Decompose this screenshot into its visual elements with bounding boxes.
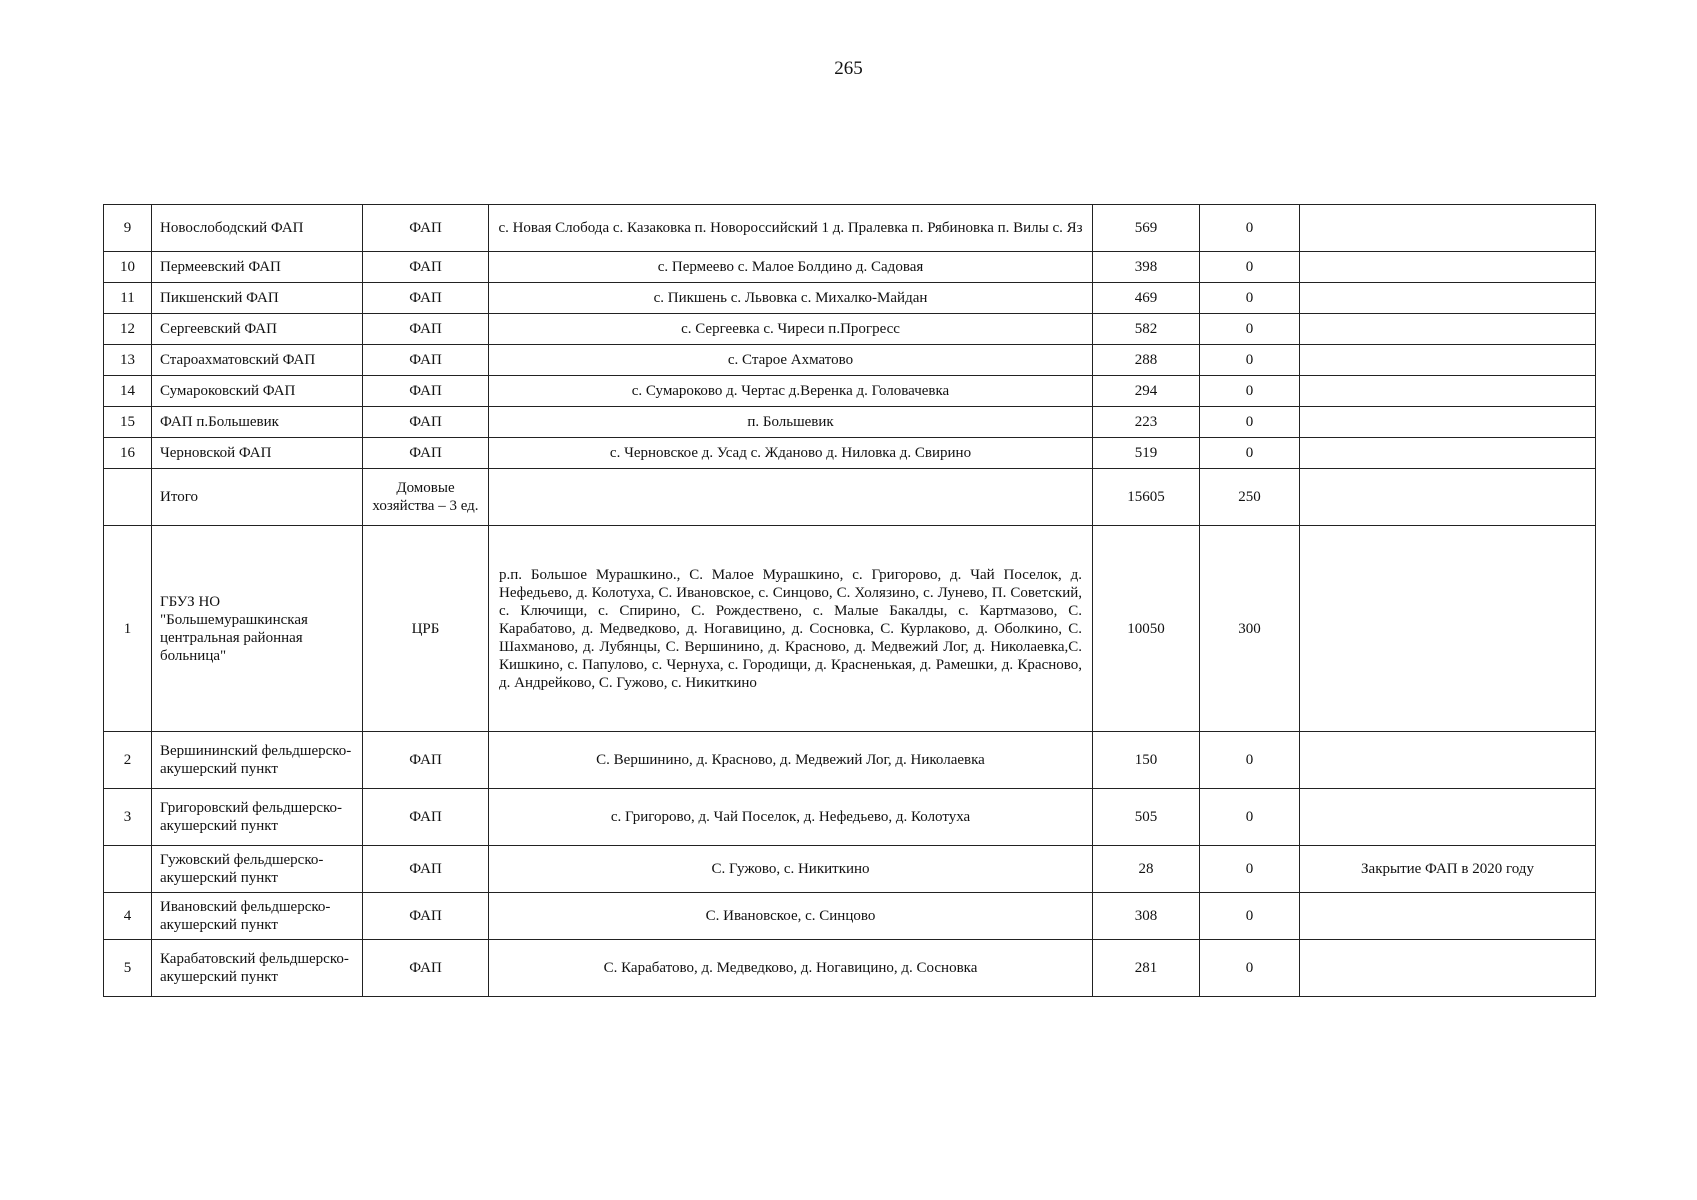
facility-name: Вершининский фельдшерско-акушерский пункт — [152, 732, 363, 789]
facility-type: ФАП — [363, 314, 489, 345]
table-row — [104, 205, 1596, 252]
service-area: с. Сергеевка с. Чиреси п.Прогресс — [489, 314, 1093, 345]
facility-name: Итого — [152, 469, 363, 526]
population: 10050 — [1093, 526, 1200, 732]
service-area: с. Пикшень с. Львовка с. Михалко-Майдан — [489, 283, 1093, 314]
table-row — [104, 789, 1596, 846]
households: 0 — [1200, 314, 1300, 345]
note — [1300, 526, 1596, 732]
row-number: 15 — [104, 407, 152, 438]
note — [1300, 283, 1596, 314]
note: Закрытие ФАП в 2020 году — [1300, 846, 1596, 893]
population: 28 — [1093, 846, 1200, 893]
service-area — [489, 469, 1093, 526]
facility-name: Сергеевский ФАП — [152, 314, 363, 345]
population: 398 — [1093, 252, 1200, 283]
note — [1300, 314, 1596, 345]
row-number: 14 — [104, 376, 152, 407]
facility-name: Черновской ФАП — [152, 438, 363, 469]
households: 0 — [1200, 407, 1300, 438]
facility-type: ФАП — [363, 376, 489, 407]
facility-name: Староахматовский ФАП — [152, 345, 363, 376]
facility-type: Домовые хозяйства – 3 ед. — [363, 469, 489, 526]
population: 150 — [1093, 732, 1200, 789]
facility-name: ФАП п.Большевик — [152, 407, 363, 438]
households: 300 — [1200, 526, 1300, 732]
row-number: 5 — [104, 940, 152, 997]
facility-type: ФАП — [363, 732, 489, 789]
row-number: 11 — [104, 283, 152, 314]
table-row — [104, 376, 1596, 407]
households: 250 — [1200, 469, 1300, 526]
facility-type: ФАП — [363, 438, 489, 469]
service-area: С. Гужово, с. Никиткино — [489, 846, 1093, 893]
service-area: с. Григорово, д. Чай Поселок, д. Нефедьево, д. Колотуха — [489, 789, 1093, 846]
note — [1300, 893, 1596, 940]
facility-name: Карабатовский фельдшерско-акушерский пункт — [152, 940, 363, 997]
households: 0 — [1200, 846, 1300, 893]
note — [1300, 345, 1596, 376]
population: 223 — [1093, 407, 1200, 438]
table-row — [104, 314, 1596, 345]
population: 519 — [1093, 438, 1200, 469]
row-number: 1 — [104, 526, 152, 732]
page-number: 265 — [834, 58, 863, 79]
facility-type: ЦРБ — [363, 526, 489, 732]
table-row — [104, 407, 1596, 438]
facility-name: Новослободский ФАП — [152, 205, 363, 252]
table-row — [104, 846, 1596, 893]
table-row-total — [104, 469, 1596, 526]
note — [1300, 469, 1596, 526]
facility-name: Григоровский фельдшерско-акушерский пункт — [152, 789, 363, 846]
population: 582 — [1093, 314, 1200, 345]
row-number: 16 — [104, 438, 152, 469]
row-number: 10 — [104, 252, 152, 283]
population: 569 — [1093, 205, 1200, 252]
facility-type: ФАП — [363, 789, 489, 846]
service-area: с. Старое Ахматово — [489, 345, 1093, 376]
service-area: п. Большевик — [489, 407, 1093, 438]
row-number: 4 — [104, 893, 152, 940]
population: 281 — [1093, 940, 1200, 997]
table-row — [104, 732, 1596, 789]
note — [1300, 940, 1596, 997]
note — [1300, 407, 1596, 438]
households: 0 — [1200, 283, 1300, 314]
facility-type: ФАП — [363, 252, 489, 283]
facility-type: ФАП — [363, 345, 489, 376]
service-area: С. Карабатово, д. Медведково, д. Ногавицино, д. Сосновка — [489, 940, 1093, 997]
note — [1300, 376, 1596, 407]
households: 0 — [1200, 940, 1300, 997]
facility-name: Ивановский фельдшерско-акушерский пункт — [152, 893, 363, 940]
table-row — [104, 283, 1596, 314]
table-row — [104, 940, 1596, 997]
note — [1300, 438, 1596, 469]
population: 294 — [1093, 376, 1200, 407]
households: 0 — [1200, 732, 1300, 789]
households: 0 — [1200, 438, 1300, 469]
table-row — [104, 345, 1596, 376]
table-row — [104, 438, 1596, 469]
row-number: 12 — [104, 314, 152, 345]
service-area: р.п. Большое Мурашкино., С. Малое Мурашкино, с. Григорово, д. Чай Поселок, д. Нефедьево, д. Колотуха, С. Ивановское, с. Синцово, С. Холязино, с. Лунево, П. Советский, с. Ключищи, с. Спирино, С. Рождествено, с. Малые Бакалды, с. Картмазово, С. Карабатово, д. Медведково, д. Ногавицино, д. Сосновка, С. Курлаково, д. Оболкино, С. Шахманово, д. Лубянцы, С. Вершинино, д. Красново, д. Медвежий Лог, д. Николаевка,С. Кишкино, с. Папулово, с. Чернуха, с. Городищи, д. Красненькая, д. Рамешки, д. Красново, д. Андрейково, С. Гужово, с. Никиткино — [489, 526, 1093, 732]
population: 469 — [1093, 283, 1200, 314]
table-row — [104, 893, 1596, 940]
service-area: С. Ивановское, с. Синцово — [489, 893, 1093, 940]
row-number: 13 — [104, 345, 152, 376]
facility-type: ФАП — [363, 846, 489, 893]
facility-type: ФАП — [363, 940, 489, 997]
table-row — [104, 526, 1596, 732]
table-row — [104, 252, 1596, 283]
note — [1300, 789, 1596, 846]
medical-facilities-table — [103, 204, 1596, 997]
row-number: 9 — [104, 205, 152, 252]
service-area: С. Вершинино, д. Красново, д. Медвежий Лог, д. Николаевка — [489, 732, 1093, 789]
note — [1300, 732, 1596, 789]
facility-name: ГБУЗ НО "Большемурашкинская центральная районная больница" — [152, 526, 363, 732]
service-area: с. Новая Слобода с. Казаковка п. Новороссийский 1 д. Пралевка п. Рябиновка п. Вилы с. Яз — [489, 205, 1093, 252]
note — [1300, 252, 1596, 283]
facility-name: Сумароковский ФАП — [152, 376, 363, 407]
facility-name: Пермеевский ФАП — [152, 252, 363, 283]
facility-name: Пикшенский ФАП — [152, 283, 363, 314]
facility-type: ФАП — [363, 407, 489, 438]
households: 0 — [1200, 205, 1300, 252]
row-number: 2 — [104, 732, 152, 789]
population: 308 — [1093, 893, 1200, 940]
facility-type: ФАП — [363, 205, 489, 252]
facility-name: Гужовский фельдшерско-акушерский пункт — [152, 846, 363, 893]
population: 505 — [1093, 789, 1200, 846]
service-area: с. Сумароково д. Чертас д.Веренка д. Головачевка — [489, 376, 1093, 407]
households: 0 — [1200, 893, 1300, 940]
row-number — [104, 846, 152, 893]
facility-type: ФАП — [363, 893, 489, 940]
population: 288 — [1093, 345, 1200, 376]
households: 0 — [1200, 345, 1300, 376]
note — [1300, 205, 1596, 252]
population: 15605 — [1093, 469, 1200, 526]
households: 0 — [1200, 252, 1300, 283]
row-number — [104, 469, 152, 526]
facility-type: ФАП — [363, 283, 489, 314]
households: 0 — [1200, 376, 1300, 407]
households: 0 — [1200, 789, 1300, 846]
service-area: с. Черновское д. Усад с. Жданово д. Ниловка д. Свирино — [489, 438, 1093, 469]
service-area: с. Пермеево с. Малое Болдино д. Садовая — [489, 252, 1093, 283]
row-number: 3 — [104, 789, 152, 846]
